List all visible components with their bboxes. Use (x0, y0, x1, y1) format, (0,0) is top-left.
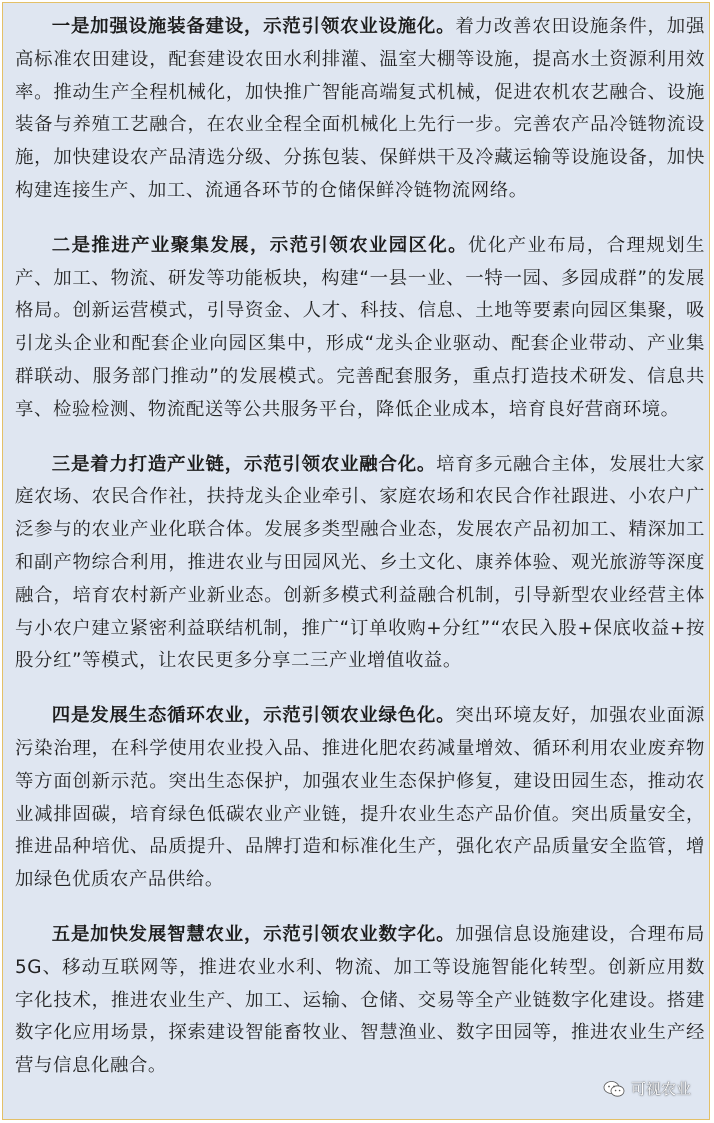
paragraph-lead: 二是推进产业聚集发展，示范引领农业园区化。 (51, 234, 468, 256)
paragraph-lead: 四是发展生态循环农业，示范引领农业绿色化。 (51, 705, 456, 727)
paragraph-facility (15, 11, 705, 208)
paragraph-green (15, 700, 705, 897)
paragraph-integration (15, 449, 705, 679)
paragraph-text: 培育多元融合主体，发展壮大家庭农场、农民合作社，扶持龙头企业牵引、家庭农场和农民合作社跟进、小农户广泛参与的农业产业化联合体。发展多类型融合业态，发展农产品初加工、精深加工和副产物综合利用，推进农业与田园风光、乡土文化、康养体验、观光旅游等深度融合，培育农村新产业新业态。创新多模式利益融合机制，引导新型农业经营主体与小农户建立紧密利益联结机制，推广“订单收购+分红”“农民入股+保底收益+按股分红”等模式，让农民更多分享二三产业增值收益。 (15, 453, 705, 672)
wechat-icon (603, 1080, 625, 1098)
paragraph-text: 着力改善农田设施条件，加强高标准农田建设，配套建设农田水利排灌、温室大棚等设施，提高水土资源利用效率。推动生产全程机械化，加快推广智能高端复式机械，促进农机农艺融合、设施装备与养殖工艺融合，在农业全程全面机械化上先行一步。完善农产品冷链物流设施，加快建设农产品清选分级、分拣包装、保鲜烘干及冷藏运输等设施设备，加快构建连接生产、加工、流通各环节的仓储保鲜冷链物流网络。 (15, 16, 705, 201)
watermark-text: 可视农业 (630, 1080, 691, 1098)
article-body (15, 11, 705, 1105)
paragraph-lead: 五是加快发展智慧农业，示范引领农业数字化。 (51, 923, 456, 945)
article-frame (2, 2, 710, 1120)
paragraph-digital (15, 919, 705, 1083)
paragraph-text: 加强信息设施建设，合理布局5G、移动互联网等，推进农业水利、物流、加工等设施智能化转型。创新应用数字化技术，推进农业生产、加工、运输、仓储、交易等全产业链数字化建设。搭建数字化应用场景，探索建设智能畜牧业、智慧渔业、数字田园等，推进农业生产经营与信息化融合。 (15, 923, 705, 1077)
watermark (603, 1078, 691, 1099)
paragraph-lead: 三是着力打造产业链，示范引领农业融合化。 (51, 453, 437, 475)
paragraph-lead: 一是加强设施装备建设，示范引领农业设施化。 (51, 16, 456, 37)
paragraph-text: 优化产业布局，合理规划生产、加工、物流、研发等功能板块，构建“一县一业、一特一园、多园成群”的发展格局。创新运营模式，引导资金、人才、科技、信息、土地等要素向园区集聚，吸引龙头企业和配套企业向园区集中，形成“龙头企业驱动、配套企业带动、产业集群联动、服务部门推动”的发展模式。完善配套服务，重点打造技术研发、信息共享、检验检测、物流配送等公共服务平台，降低企业成本，培育良好营商环境。 (15, 234, 705, 420)
paragraph-park (15, 230, 705, 427)
paragraph-text: 突出环境友好，加强农业面源污染治理，在科学使用农业投入品、推进化肥农药减量增效、循环利用农业废弃物等方面创新示范。突出生态保护，加强农业生态保护修复，建设田园生态，推动农业减排固碳，培育绿色低碳农业产业链，提升农业生态产品价值。突出质量安全，推进品种培优、品质提升、品牌打造和标准化生产，强化农产品质量安全监管，增加绿色优质农产品供给。 (15, 705, 705, 891)
